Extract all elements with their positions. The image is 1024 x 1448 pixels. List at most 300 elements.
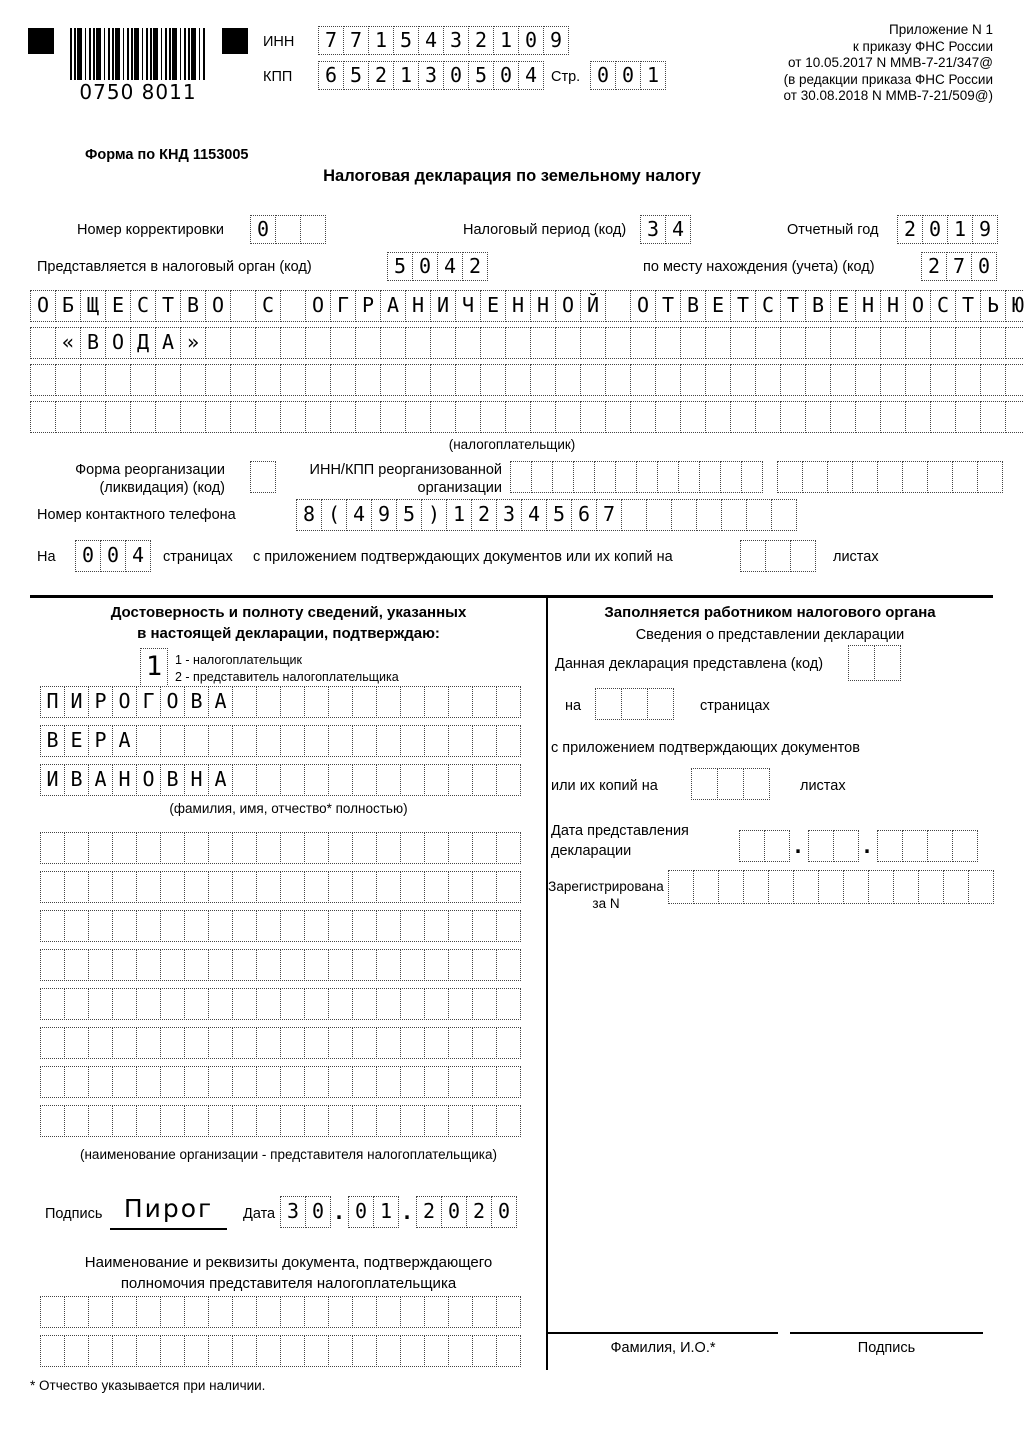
cell [136,1105,161,1137]
cell [232,1027,257,1059]
org-row-1[interactable] [40,832,520,864]
cell [755,327,781,359]
cell [472,1335,497,1367]
cell [130,401,156,433]
cell [30,364,56,396]
registration-number-cells[interactable] [668,870,993,904]
confirm-code-cells[interactable] [140,648,167,687]
cell [160,1105,185,1137]
cell [472,686,497,718]
cell: 8 [296,499,322,531]
cell [405,327,431,359]
cell [300,215,326,244]
cell [790,540,816,572]
cell [304,1335,329,1367]
cell [496,1105,521,1137]
cell: 2 [897,215,923,244]
taxpayer-name-row-2[interactable] [30,327,1024,359]
cell [155,401,181,433]
org-row-3[interactable] [40,910,520,942]
official-date-day-cells[interactable] [739,830,789,862]
date-year-cells[interactable] [416,1196,516,1228]
cell [280,988,305,1020]
cell [136,949,161,981]
cell [693,870,719,904]
date-day-cells[interactable] [280,1196,330,1228]
cell [256,1027,281,1059]
cell [112,910,137,942]
org-row-6[interactable] [40,1027,520,1059]
date-separator: . [401,1200,414,1224]
cell [955,327,981,359]
cell [64,1335,89,1367]
pages-cells[interactable] [75,540,150,572]
doc-row-1[interactable] [40,1296,520,1328]
cell [424,686,449,718]
cell [280,1335,305,1367]
kpp-cells[interactable] [318,61,543,90]
cell: 1 [493,26,519,55]
cell [112,1027,137,1059]
cell: Н [112,764,137,796]
cell [743,768,770,800]
cell [905,327,931,359]
cell [448,725,473,757]
cell: 1 [947,215,973,244]
cell: 1 [446,499,472,531]
signature-value[interactable]: Пирог [123,1194,214,1223]
cell [280,401,306,433]
cell [678,461,700,493]
cell [630,401,656,433]
cell: Г [136,686,161,718]
cell [112,988,137,1020]
cell [30,401,56,433]
cell: 0 [443,61,469,90]
cell: Г [330,290,356,322]
corner-square-right [222,28,248,54]
cell [902,830,928,862]
correction-label: Номер корректировки [77,222,224,238]
cell [352,764,377,796]
section-top-line [30,595,993,598]
date-month-cells[interactable] [348,1196,398,1228]
correction-cells[interactable] [250,215,325,244]
cell: 4 [518,61,544,90]
cell [112,871,137,903]
cell [768,870,794,904]
cell: 1 [640,61,666,90]
cell [855,327,881,359]
cell [968,870,994,904]
cell [64,1296,89,1328]
cell [184,1105,209,1137]
cell [448,1066,473,1098]
cell [877,830,903,862]
cell: 2 [921,252,947,281]
period-cells[interactable] [640,215,690,244]
cell [430,364,456,396]
official-date-label-line2: декларации [551,843,632,859]
cell: 3 [418,61,444,90]
cell [380,364,406,396]
cell [805,401,831,433]
cell [980,364,1006,396]
footnote: * Отчество указывается при наличии. [30,1378,266,1393]
cell [424,1296,449,1328]
cell [376,686,401,718]
cell [771,499,797,531]
cell [304,1027,329,1059]
cell [40,949,65,981]
cell [496,1066,521,1098]
cell: 0 [305,1196,331,1228]
cell [256,988,281,1020]
taxpayer-name-row-4[interactable] [30,401,1024,433]
cell: 3 [640,215,666,244]
cell [472,832,497,864]
cell: 4 [521,499,547,531]
cell [657,461,679,493]
cell [205,364,231,396]
cell [88,871,113,903]
cell [580,364,606,396]
cell [304,910,329,942]
cell [184,988,209,1020]
cell [160,832,185,864]
location-cells[interactable] [921,252,996,281]
cell [472,910,497,942]
cell [930,364,956,396]
cell [355,327,381,359]
cell [280,686,305,718]
cell [472,725,497,757]
cell [448,1335,473,1367]
cell [531,461,553,493]
cell [448,910,473,942]
cell [472,1027,497,1059]
fio-name-row[interactable] [40,725,520,757]
cell: П [40,686,65,718]
phone-cells[interactable] [296,499,796,531]
cell [400,949,425,981]
presented-cells[interactable] [848,645,900,681]
cell [1005,401,1024,433]
cell [505,364,531,396]
cell [305,364,331,396]
cell [232,725,257,757]
cell: Е [705,290,731,322]
cell: ) [421,499,447,531]
cell: 5 [387,252,413,281]
doc-row-2[interactable] [40,1335,520,1367]
year-cells[interactable] [897,215,997,244]
cell [232,764,257,796]
cell [927,461,953,493]
cell [208,1066,233,1098]
cell [818,870,844,904]
cell [184,949,209,981]
cell [330,401,356,433]
cell [304,725,329,757]
cell [424,1105,449,1137]
cell [424,988,449,1020]
cell [352,1066,377,1098]
cell [256,1296,281,1328]
date-separator: . [792,834,805,858]
reorg-label [58,461,225,497]
period-label: Налоговый период (код) [463,222,627,238]
org-row-8[interactable] [40,1105,520,1137]
page-number-cells[interactable] [590,61,665,90]
cell: С [255,290,281,322]
cell [472,949,497,981]
cell [304,871,329,903]
cell [304,1105,329,1137]
copies-cells[interactable] [691,768,769,800]
cell [232,686,257,718]
cell: 2 [468,26,494,55]
cell: 3 [443,26,469,55]
cell [304,764,329,796]
cell [280,832,305,864]
cell [376,764,401,796]
cell: Е [64,725,89,757]
cell: 3 [280,1196,306,1228]
cell [330,364,356,396]
cell [355,401,381,433]
official-pages-word: страницах [700,698,770,714]
cell [400,764,425,796]
date-label: Дата [243,1206,276,1222]
org-row-5[interactable] [40,988,520,1020]
official-title: Заполняется работником налогового органа [604,604,936,621]
cell [184,1066,209,1098]
cell [160,1296,185,1328]
cell: И [64,686,89,718]
copies-label: или их копий на [551,778,658,794]
fio-surname-row[interactable] [40,686,520,718]
cell: Р [88,725,113,757]
cell [180,401,206,433]
cell: С [130,290,156,322]
reorg-innkpp-line1: ИНН/КПП реорганизованной [309,462,502,478]
cell [112,1335,137,1367]
cell [328,910,353,942]
cell [230,290,256,322]
cell: 5 [468,61,494,90]
cell [764,830,790,862]
cell [472,988,497,1020]
cell [455,401,481,433]
taxpayer-name-row-1[interactable] [30,290,1024,322]
cell [255,401,281,433]
cell [655,364,681,396]
reorg-code-cells[interactable] [250,461,275,493]
cell [88,1027,113,1059]
cell [88,1066,113,1098]
cell [424,764,449,796]
cell: А [155,327,181,359]
cell [230,401,256,433]
cell [480,401,506,433]
cell [680,401,706,433]
cell [555,364,581,396]
cell [88,1335,113,1367]
cell [280,290,306,322]
cell: О [105,327,131,359]
cell [400,910,425,942]
cell [208,871,233,903]
cell: Ю [1005,290,1024,322]
cell [448,871,473,903]
date-separator: . [861,834,874,858]
cell [88,988,113,1020]
cell: » [180,327,206,359]
cell [400,988,425,1020]
cell [88,832,113,864]
cell [980,327,1006,359]
org-row-4[interactable] [40,949,520,981]
cell [376,949,401,981]
cell [280,764,305,796]
cell [424,949,449,981]
cell [184,1296,209,1328]
cell [730,364,756,396]
cell: А [208,764,233,796]
form-knd-label: Форма по КНД 1153005 [85,147,249,163]
surname-line [548,1332,778,1334]
cell [64,1105,89,1137]
cell [1005,364,1024,396]
cell [400,686,425,718]
cell [304,686,329,718]
cell [328,949,353,981]
cell [112,949,137,981]
cell [40,1066,65,1098]
cell [977,461,1003,493]
cell [352,1027,377,1059]
cell: 2 [466,1196,492,1228]
cell [380,401,406,433]
reorg-kpp-cells[interactable] [777,461,1002,493]
cell: Т [655,290,681,322]
reorg-inn-cells[interactable] [510,461,762,493]
cell [230,327,256,359]
cell: А [208,686,233,718]
cell [605,401,631,433]
cell: 7 [946,252,972,281]
cell [496,832,521,864]
cell [530,327,556,359]
authority-cells[interactable] [387,252,487,281]
cell: 7 [596,499,622,531]
cell [893,870,919,904]
cell [405,401,431,433]
org-row-2[interactable] [40,871,520,903]
cell [455,364,481,396]
cell [739,830,765,862]
cell [905,364,931,396]
reorg-label-line2: (ликвидация) (код) [99,480,225,496]
cell [472,1105,497,1137]
inn-cells[interactable] [318,26,568,55]
org-row-7[interactable] [40,1066,520,1098]
cell [855,364,881,396]
confirm-legend-2: 2 - представитель налогоплательщика [175,670,399,684]
cell [136,1066,161,1098]
official-pages-cells[interactable] [595,688,673,720]
cell [40,832,65,864]
cell: Е [480,290,506,322]
taxpayer-name-row-3[interactable] [30,364,1024,396]
cell [552,461,574,493]
cell: 0 [590,61,616,90]
cell [630,364,656,396]
cell [305,401,331,433]
cell [136,1027,161,1059]
cell [112,832,137,864]
official-date-year-cells[interactable] [877,830,977,862]
cell [328,1335,353,1367]
cell [208,1296,233,1328]
appendix-line: от 10.05.2017 N ММВ-7-21/347@ [788,55,993,70]
cell: Й [580,290,606,322]
cell [208,1027,233,1059]
cell [505,327,531,359]
cell: 9 [972,215,998,244]
cell [705,327,731,359]
cell [424,910,449,942]
cell [530,401,556,433]
cell: 1 [368,26,394,55]
sheets-cells[interactable] [740,540,815,572]
cell [160,910,185,942]
cell: Н [184,764,209,796]
official-date-month-cells[interactable] [808,830,858,862]
doc-title-line2: полномочия представителя налогоплательщика [120,1275,457,1292]
cell [510,461,532,493]
cell [304,988,329,1020]
cell [352,910,377,942]
cell [980,401,1006,433]
cell [328,764,353,796]
cell [184,871,209,903]
official-subtitle: Сведения о представлении декларации [635,627,905,643]
cell [160,1066,185,1098]
cell [160,725,185,757]
cell: Н [530,290,556,322]
fio-patronymic-row[interactable] [40,764,520,796]
cell [448,1296,473,1328]
cell [208,949,233,981]
cell [30,327,56,359]
cell [256,910,281,942]
cell [424,1027,449,1059]
cell: В [80,327,106,359]
cell [64,1027,89,1059]
cell [208,725,233,757]
cell [280,1066,305,1098]
cell: В [160,764,185,796]
cell [64,1066,89,1098]
cell [64,988,89,1020]
cell [472,1066,497,1098]
appendix-line: Приложение N 1 [889,22,993,37]
cell: Н [880,290,906,322]
cell [64,871,89,903]
cell [256,1105,281,1137]
